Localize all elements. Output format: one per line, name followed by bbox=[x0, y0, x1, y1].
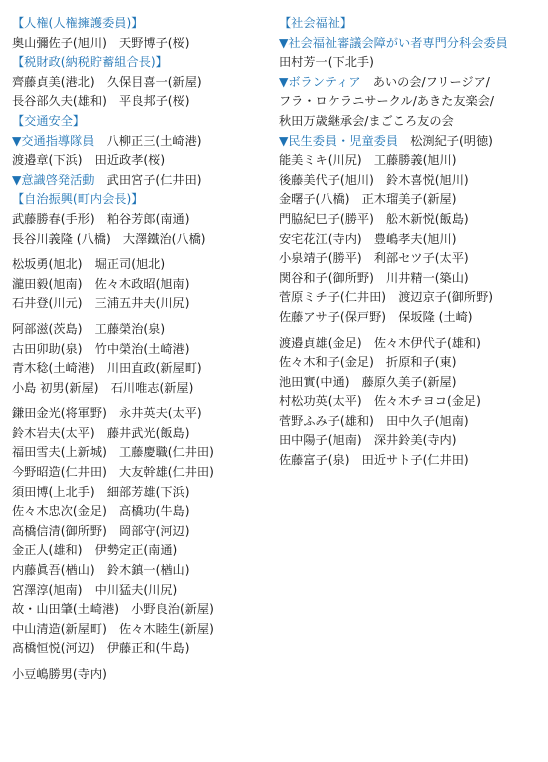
names-line: 今野昭造(仁井田) 大友幹雄(仁井田) bbox=[12, 465, 214, 480]
names-line: 中山清造(新屋町) 佐々木睦生(新屋) bbox=[12, 621, 214, 636]
names-line: 長谷川義隆 (八橋) 大澤鐵治(八橋) bbox=[12, 231, 206, 246]
name-block bbox=[12, 255, 274, 314]
section-heading: 【自治振興(町内会長)】 bbox=[12, 192, 144, 207]
names-line: 石井登(川元) 三浦五井夫(川尻) bbox=[12, 296, 190, 311]
names-line: 菅原ミチ子(仁井田) 渡辺京子(御所野) bbox=[279, 290, 494, 305]
names-line: 小豆嶋勝男(寺内) bbox=[12, 667, 107, 681]
names-line: 齊藤貞美(港北) 久保目喜一(新屋) bbox=[12, 74, 202, 89]
section-heading: 【税財政(納税貯蓄組合長)】 bbox=[12, 55, 168, 70]
right-column bbox=[279, 14, 541, 471]
names-line: 小島 初男(新屋) 石川唯志(新屋) bbox=[12, 380, 194, 395]
names-line: 池田實(中通) 藤原久美子(新屋) bbox=[279, 374, 457, 389]
names-line: 佐々木和子(金足) 折原和子(東) bbox=[279, 355, 457, 370]
names-line: 須田博(上北手) 細部芳雄(下浜) bbox=[12, 484, 190, 499]
subsection-line bbox=[279, 132, 541, 152]
name-block bbox=[279, 334, 541, 471]
subsection-label: ▼意識啓発活動 bbox=[12, 172, 95, 187]
names-line: 髙橋恒悦(河辺) 伊藤正和(牛島) bbox=[12, 641, 190, 656]
name-block bbox=[12, 665, 274, 685]
names-line: 宮澤淳(旭南) 中川猛夫(川尻) bbox=[12, 582, 178, 597]
subsection-line bbox=[12, 171, 274, 191]
names-line: 青木稔(土崎港) 川田直政(新屋町) bbox=[12, 361, 202, 376]
subsection-line bbox=[12, 132, 274, 152]
names-line: 田村芳一(下北手) bbox=[279, 55, 374, 70]
subsection-names: 八柳正三(土崎港) bbox=[94, 133, 202, 148]
names-line: 後藤美代子(旭川) 鈴木喜悦(旭川) bbox=[279, 172, 469, 187]
names-line: 武藤勝春(手形) 粕谷芳郎(南通) bbox=[12, 211, 190, 226]
subsection-label: ▼ボランティア bbox=[279, 74, 361, 89]
names-line: 阿部滋(茨島) 工藤榮治(泉) bbox=[12, 321, 166, 336]
subsection-label: ▼交通指導隊員 bbox=[12, 133, 95, 148]
names-line: 関谷和子(御所野) 川井精一(築山) bbox=[279, 270, 469, 285]
names-line: 松坂勇(旭北) 堀正司(旭北) bbox=[12, 257, 166, 272]
subsection-label: ▼民生委員・児童委員 bbox=[279, 133, 399, 148]
subsection-names: 松渕紀子(明徳) bbox=[398, 133, 493, 148]
names-line: 佐藤アサ子(保戸野) 保坂隆 (土崎) bbox=[279, 309, 473, 324]
names-line: 安宅花江(寺内) 豊嶋孝夫(旭川) bbox=[279, 231, 457, 246]
subsection-names: 武田宮子(仁井田) bbox=[94, 172, 202, 187]
names-line: フラ・ロケラニサークル/あきた友楽会/ bbox=[279, 94, 495, 109]
subsection-line bbox=[279, 34, 541, 54]
names-line: 鈴木岩夫(太平) 藤井武光(飯島) bbox=[12, 425, 190, 440]
name-block bbox=[12, 404, 274, 659]
names-line: 佐々木忠次(金足) 高橋功(牛島) bbox=[12, 504, 190, 519]
names-line: 門脇紀巳子(勝平) 舩木新悦(飯島) bbox=[279, 211, 469, 226]
names-line: 古田卯助(泉) 竹中榮治(土崎港) bbox=[12, 341, 190, 356]
names-line: 内藤眞吾(楢山) 鈴木鎮一(楢山) bbox=[12, 563, 190, 578]
names-line: 渡邉貞雄(金足) 佐々木伊代子(雄和) bbox=[279, 335, 481, 350]
names-line: 渡邉章(下浜) 田近政孝(桜) bbox=[12, 153, 166, 168]
section-heading: 【人権(人権擁護委員)】 bbox=[12, 16, 144, 30]
names-line: 鎌田金光(将軍野) 永井英夫(太平) bbox=[12, 406, 202, 421]
names-line: 瀧田毅(旭南) 佐々木政昭(旭南) bbox=[12, 276, 190, 291]
name-block bbox=[12, 320, 274, 398]
name-block bbox=[279, 14, 541, 328]
subsection-line bbox=[279, 73, 541, 93]
names-line: 小泉靖子(勝平) 利部セツ子(太平) bbox=[279, 251, 469, 266]
names-line: 田中陽子(旭南) 深井鈴美(寺内) bbox=[279, 433, 457, 448]
names-line: 高橋信清(御所野) 岡部守(河辺) bbox=[12, 523, 190, 538]
subsection-label: ▼社会福祉審議会障がい者専門分科会委員 bbox=[279, 35, 508, 50]
section-heading: 【交通安全】 bbox=[12, 113, 86, 128]
names-line: 村松功英(太平) 佐々木チヨコ(金足) bbox=[279, 394, 481, 409]
names-line: 能美ミキ(川尻) 工藤勝義(旭川) bbox=[279, 153, 457, 168]
names-line: 故・山田肇(土崎港) 小野良治(新屋) bbox=[12, 602, 214, 617]
left-column bbox=[12, 14, 274, 685]
names-line: 長谷部久夫(雄和) 平良邦子(桜) bbox=[12, 94, 190, 109]
names-line: 奥山彌佐子(旭川) 天野博子(桜) bbox=[12, 35, 190, 50]
names-line: 福田雪夫(上新城) 工藤慶職(仁井田) bbox=[12, 445, 214, 460]
section-heading: 【社会福祉】 bbox=[279, 16, 353, 30]
names-line: 秋田万歳継承会/まごころ友の会 bbox=[279, 113, 454, 128]
names-line: 佐藤富子(泉) 田近サト子(仁井田) bbox=[279, 453, 469, 468]
subsection-names: あいの会/フリージア/ bbox=[360, 74, 490, 89]
names-line: 金曙子(八橋) 正木瑠美子(新屋) bbox=[279, 192, 457, 207]
names-line: 菅野ふみ子(雄和) 田中久子(旭南) bbox=[279, 413, 469, 428]
name-block bbox=[12, 14, 274, 249]
names-line: 金正人(雄和) 伊勢定正(南通) bbox=[12, 543, 178, 558]
